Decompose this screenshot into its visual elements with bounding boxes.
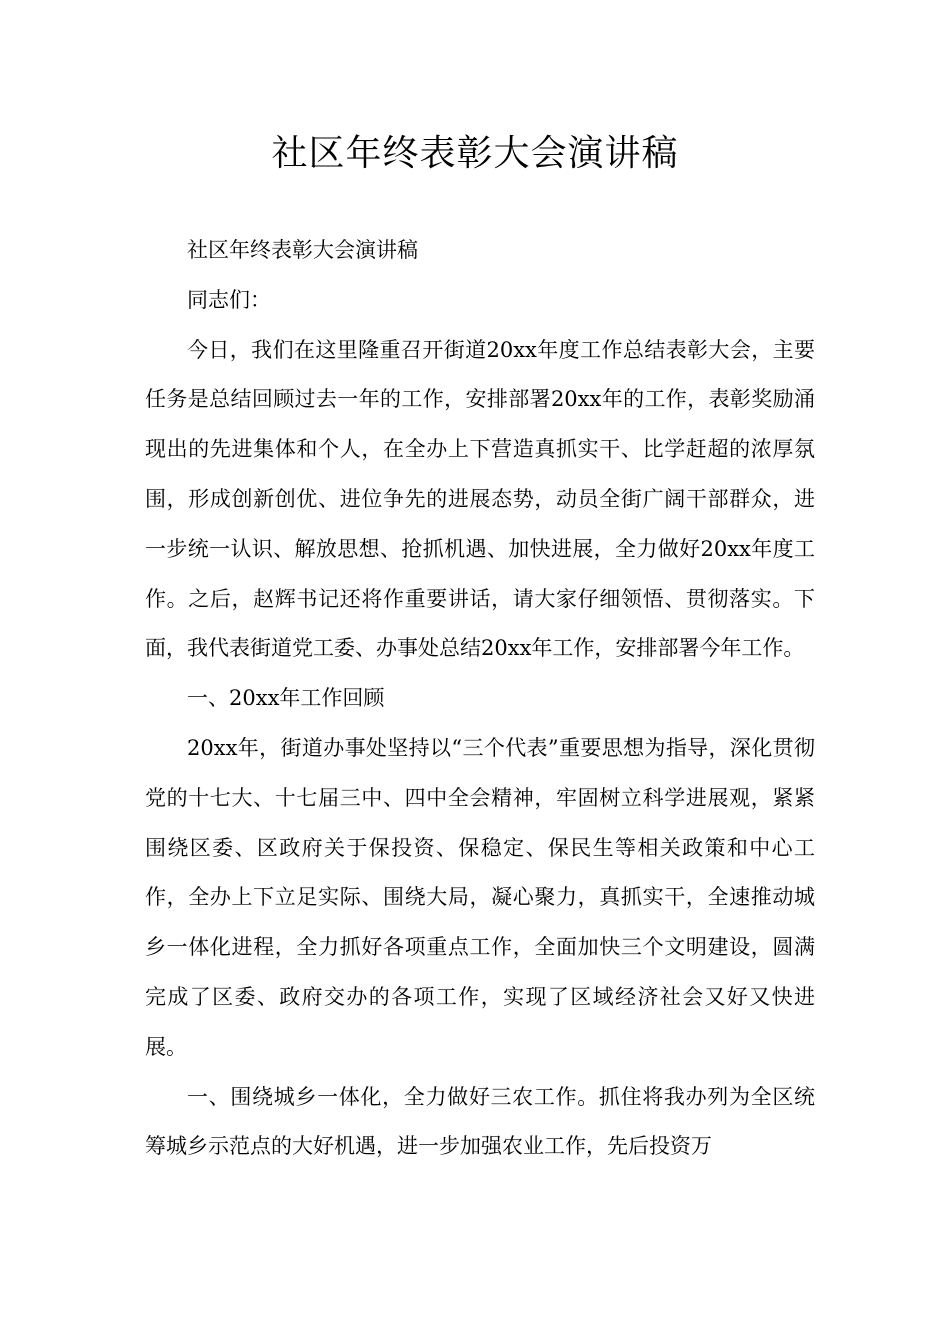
paragraph-salutation: 同志们：	[187, 287, 271, 312]
paragraph-rural-work: 一、围绕城乡一体化，全力做好三农工作。抓住将我办列为全区统筹城乡示范点的大好机遇，进一步加强农业工作，先后投资万	[145, 1084, 815, 1159]
paragraph-subtitle: 社区年终表彰大会演讲稿	[187, 238, 418, 262]
section-heading: 一、20xx年工作回顾	[187, 686, 385, 711]
document-title: 社区年终表彰大会演讲稿	[271, 133, 679, 174]
paragraph-opening: 今日，我们在这里隆重召开街道20xx年度工作总结表彰大会，主要任务是总结回顾过去一年的工作，安排部署20xx年的工作，表彰奖励涌现出的先进集体和个人，在全办上下营造真抓实干、比学赶超的浓厚氛围，形成创新创优、进位争先的进展态势，动员全街广阔干部群众，进一步统一认识、解放思想、抢抓机遇、加快进展，全力做好20xx年度工作。之后，赵辉书记还将作重要讲话，请大家仔细领悟、贯彻落实。下面，我代表街道党工委、办事处总结20xx年工作，安排部署今年工作。	[145, 337, 815, 661]
document-body	[145, 226, 815, 1172]
paragraph-review: 20xx年，街道办事处坚持以“三个代表”重要思想为指导，深化贯彻党的十七大、十七届三中、四中全会精神，牢固树立科学进展观，紧紧围绕区委、区政府关于保投资、保稳定、保民生等相关政策和中心工作，全办上下立足实际、围绕大局，凝心聚力，真抓实干，全速推动城乡一体化进程，全力抓好各项重点工作，全面加快三个文明建设，圆满完成了区委、政府交办的各项工作，实现了区域经济社会又好又快进展。	[145, 735, 815, 1059]
